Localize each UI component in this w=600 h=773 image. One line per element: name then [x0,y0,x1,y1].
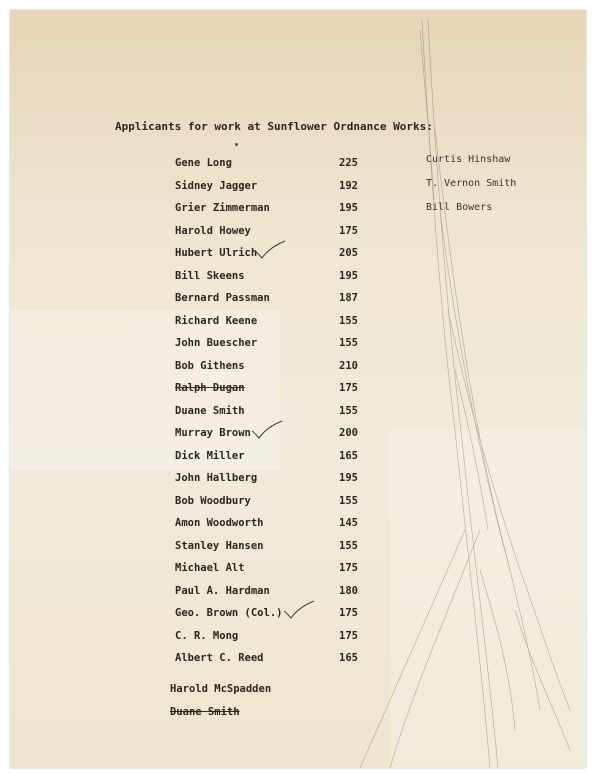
applicant-row [10,292,390,312]
applicant-name: Murray Brown [175,427,251,439]
applicant-number: 180 [339,584,358,597]
applicant-row [10,517,390,537]
applicant-row [10,472,390,492]
applicant-name: Bob Woodbury [175,494,251,507]
side-name: T. Vernon Smith [426,178,517,189]
applicant-number: 175 [339,607,358,619]
applicant-row [10,157,390,177]
applicant-number: 175 [339,629,358,642]
applicant-row [10,630,390,650]
applicant-row [10,405,390,425]
applicant-number: 175 [339,224,358,237]
applicant-number: 155 [339,314,358,327]
trailing-name: Harold McSpadden [170,683,272,695]
applicant-row [10,247,390,267]
applicant-row [10,585,390,605]
applicant-number: 210 [339,359,358,372]
applicant-name: John Buescher [175,337,258,349]
applicant-name: C. R. Mong [175,629,239,642]
applicant-number: 175 [339,382,358,394]
applicant-number: 165 [339,652,358,664]
applicant-row [10,562,390,582]
applicant-name: Stanley Hansen [175,539,264,552]
applicant-number: 155 [339,494,358,507]
applicant-name: Bill Skeens [175,269,245,282]
applicant-row [10,450,390,470]
applicant-row [10,607,390,627]
document-page [10,10,586,768]
applicant-name: Hubert Ulrich [175,247,258,259]
ink-dot [235,143,238,146]
applicant-name: Ralph Dugan [175,382,245,394]
applicant-number: 155 [339,337,358,349]
paper-patch [390,430,586,768]
applicant-name: Bob Githens [175,359,245,372]
applicant-name: Paul A. Hardman [175,584,270,597]
applicant-number: 155 [339,539,358,552]
applicant-row [10,225,390,245]
applicant-row [10,360,390,380]
applicant-number: 155 [339,404,358,417]
applicant-number: 187 [339,292,358,304]
applicant-number: 195 [339,202,358,214]
applicant-row [10,337,390,357]
applicant-name: Dick Miller [175,449,245,462]
check-mark-icon [282,599,316,621]
applicant-row [10,202,390,222]
applicant-number: 200 [339,427,358,439]
applicant-number: 225 [339,157,358,169]
applicant-number: 165 [339,449,358,462]
applicant-row [10,652,390,672]
applicant-name: Michael Alt [175,562,245,574]
page-title: Applicants for work at Sunflower Ordnance Works: [115,120,433,133]
applicant-name: Duane Smith [175,404,245,417]
applicant-row [10,180,390,200]
applicant-name: Sidney Jagger [175,179,258,192]
applicant-row [10,540,390,560]
side-name: Curtis Hinshaw [426,154,511,165]
applicant-name: Albert C. Reed [175,652,264,664]
applicant-row [10,315,390,335]
applicant-row [10,427,390,447]
applicant-number: 145 [339,517,358,529]
applicant-number: 195 [339,472,358,484]
applicant-name: Gene Long [175,157,232,169]
applicant-number: 195 [339,269,358,282]
applicant-row [10,495,390,515]
applicant-number: 175 [339,562,358,574]
applicant-name: Geo. Brown (Col.) [175,607,283,619]
applicant-number: 205 [339,247,358,259]
check-mark-icon [250,419,284,441]
applicant-number: 192 [339,179,358,192]
applicant-name: Bernard Passman [175,292,270,304]
applicant-name: John Hallberg [175,472,258,484]
side-name: Bill Bowers [426,202,493,213]
check-mark-icon [253,239,287,261]
applicant-name: Harold Howey [175,224,251,237]
applicant-name: Amon Woodworth [175,517,264,529]
applicant-name: Grier Zimmerman [175,202,270,214]
applicant-row [10,270,390,290]
trailing-name-struck: Duane Smith [170,706,240,718]
applicant-name: Richard Keene [175,314,258,327]
applicant-row [10,382,390,402]
